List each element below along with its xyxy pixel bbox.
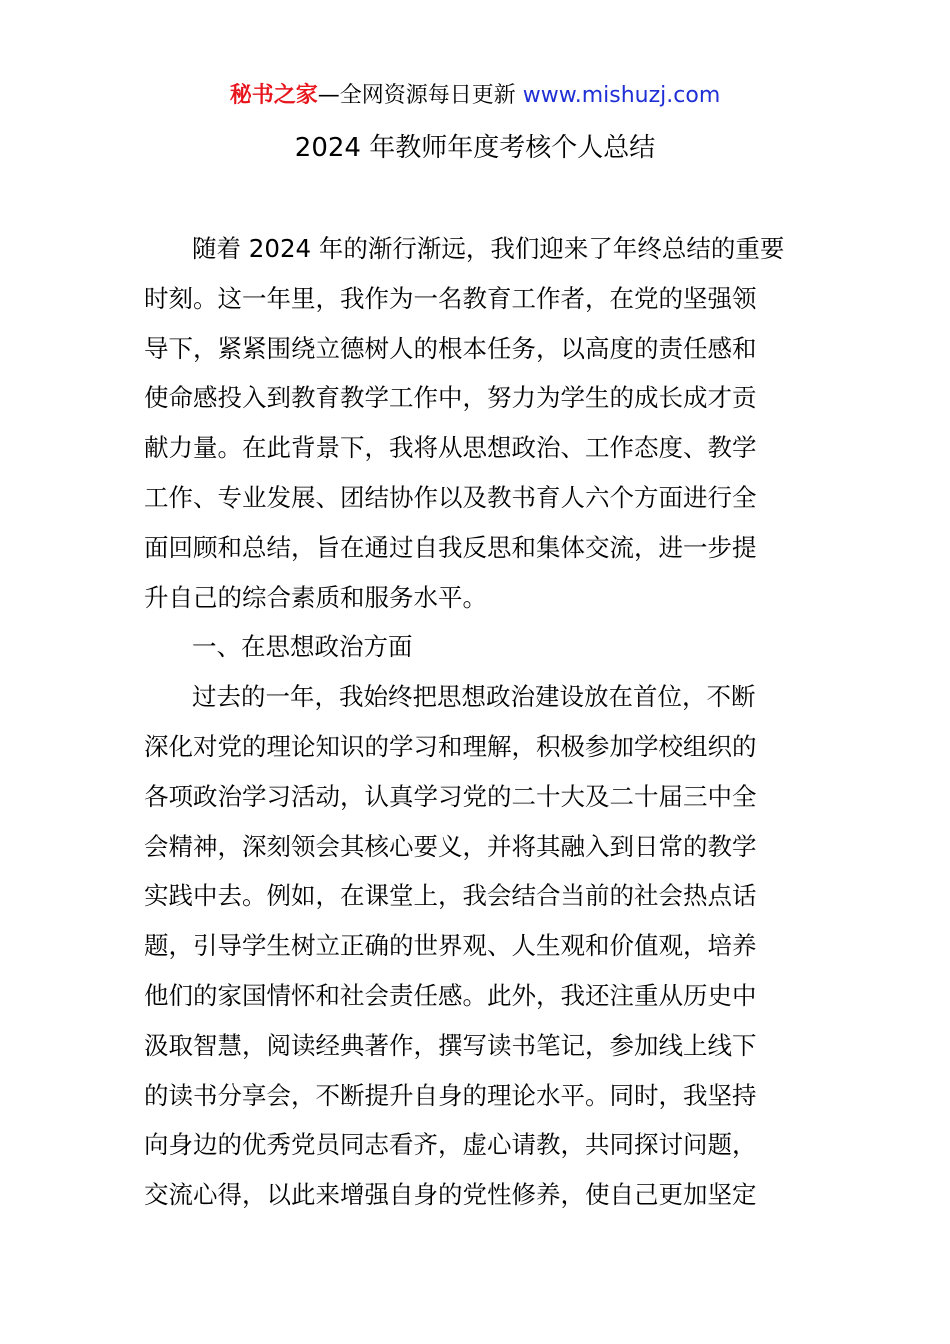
paragraph-intro-line: 随着 2024 年的渐行渐远，我们迎来了年终总结的重要 xyxy=(192,234,785,263)
paragraph-section1-line: 题，引导学生树立正确的世界观、人生观和价值观，培养 xyxy=(144,931,757,961)
paragraph-intro-line: 使命感投入到教育教学工作中，努力为学生的成长成才贡 xyxy=(144,383,757,413)
paragraph-section1-line: 实践中去。例如，在课堂上，我会结合当前的社会热点话 xyxy=(144,881,757,911)
paragraph-section1-line: 会精神，深刻领会其核心要义，并将其融入到日常的教学 xyxy=(144,831,757,861)
paragraph-section1-line: 过去的一年，我始终把思想政治建设放在首位，不断 xyxy=(192,682,756,712)
paragraph-intro-line: 时刻。这一年里，我作为一名教育工作者，在党的坚强领 xyxy=(144,283,757,313)
document-title: 2024 年教师年度考核个人总结 xyxy=(294,133,656,163)
site-header xyxy=(0,80,950,112)
section-heading: 一、在思想政治方面 xyxy=(192,632,413,662)
paragraph-intro-line: 献力量。在此背景下，我将从思想政治、工作态度、教学 xyxy=(144,433,757,463)
paragraph-section1-line: 交流心得，以此来增强自身的党性修养，使自己更加坚定 xyxy=(144,1180,757,1210)
paragraph-section1-line: 各项政治学习活动，认真学习党的二十大及二十届三中全 xyxy=(144,781,757,811)
paragraph-section1-line: 汲取智慧，阅读经典著作，撰写读书笔记，参加线上线下 xyxy=(144,1030,757,1060)
site-brand: 秘书之家 xyxy=(229,83,318,108)
paragraph-intro-line: 升自己的综合素质和服务水平。 xyxy=(144,582,487,612)
paragraph-intro-line: 工作、专业发展、团结协作以及教书育人六个方面进行全 xyxy=(144,482,757,512)
paragraph-section1-line: 他们的家国情怀和社会责任感。此外，我还注重从历史中 xyxy=(144,980,757,1010)
site-url-link[interactable]: www.mishuzj.com xyxy=(522,83,721,108)
paragraph-intro-line: 面回顾和总结，旨在通过自我反思和集体交流，进一步提 xyxy=(144,532,757,562)
site-tagline: —全网资源每日更新 xyxy=(317,83,523,108)
document-body xyxy=(144,224,807,1220)
paragraph-section1-line: 深化对党的理论知识的学习和理解，积极参加学校组织的 xyxy=(144,731,757,761)
paragraph-intro-line: 导下，紧紧围绕立德树人的根本任务，以高度的责任感和 xyxy=(144,333,757,363)
paragraph-section1-line: 向身边的优秀党员同志看齐，虚心请教，共同探讨问题， xyxy=(144,1130,757,1160)
paragraph-section1-line: 的读书分享会，不断提升自身的理论水平。同时，我坚持 xyxy=(144,1080,757,1110)
